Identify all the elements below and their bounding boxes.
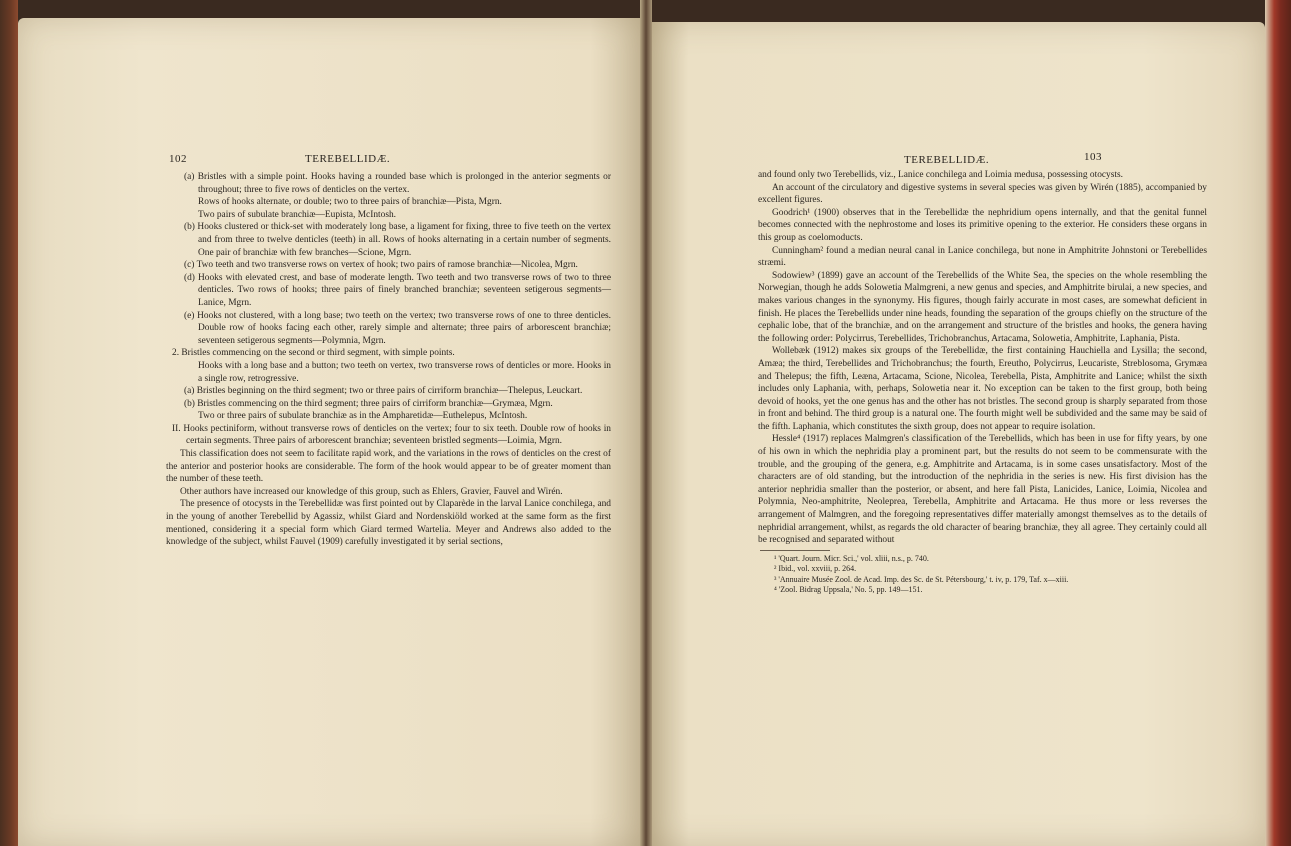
text-line: Two pairs of subulate branchiæ—Eupista, McIntosh.	[198, 209, 397, 220]
footnote: ¹ 'Quart. Journ. Micr. Sci.,' vol. xliii, n.s., p. 740.	[774, 553, 929, 563]
text-line: Rows of hooks alternate, or double; two to three pairs of branchiæ—Pista, Mgrn.	[198, 197, 502, 208]
footnote: ⁴ 'Zool. Bidrag Uppsala,' No. 5, pp. 149—151.	[774, 585, 923, 595]
text-line: Cunningham² found a median neural canal in Lanice conchilega, but none in Amphitrite Johnstoni or Terebellides stræmi.	[758, 245, 1207, 269]
right-page	[652, 22, 1265, 846]
footnote-rule	[760, 550, 830, 551]
text-line: Hessle⁴ (1917) replaces Malmgren's classification of the Terebellids, which has been in use for fifty years, by one of his own in which the nephridia play a prominent part, but the results do not seem to be commensurate with the trouble, and the grouping of the genera, e.g. Amphitrite and Artacama, is in some cases unsatisfactory. Most of the characters are of old standing, but the introduction of the nephridia in the series is new. His first division has the anterior nephridia smaller than the posterior, or absent, and here fall Pista, Lanicides, Lanice, Loimia, Nicolea and Polymnia, Neo-amphitrite, Neoleprea, Terebella, Amphitrite and Artacama. He thus more or less reverses the arrangement of Malmgren, and the foregoing representatives differ materially amongst themselves as to the details of nephridial arrangement, whilst, as regards the old character of bearing branchiæ, they all agree. They certainly could all be recognised and separated without	[758, 434, 1207, 546]
text-line: An account of the circulatory and digestive systems in several species was given by Wirén (1885), accompanied by excellent figures.	[758, 182, 1207, 206]
text-line: 2. Bristles commencing on the second or third segment, with simple points.	[172, 348, 455, 359]
running-head: TEREBELLIDÆ.	[904, 154, 990, 166]
text-column	[758, 169, 1207, 596]
book-gutter	[640, 0, 652, 846]
text-line: (a) Bristles beginning on the third segment; two or three pairs of cirriform branchiæ—Thelepus, Leuckart.	[184, 386, 583, 397]
text-line: Two or three pairs of subulate branchiæ as in the Ampharetidæ—Euthelepus, McIntosh.	[198, 411, 528, 422]
text-line: (a) Bristles with a simple point. Hooks having a rounded base which is prolonged in the anterior segments or throughout; three to five rows of denticles on the vertex.	[184, 172, 611, 195]
text-line: Sodowiew³ (1899) gave an account of the Terebellids of the White Sea, the species on the whole resembling the Norwegian, though he adds Solowetia Malmgreni, a new genus and species, and Amphitrite birulai, a new species, and makes various changes in the synonymy. His figures, though fairly accurate in most cases, are somewhat deficient in finish. He places the Terebellids under nine heads, founding the separation of the groups chiefly on the structure of the cephalic lobe, that of the branchiæ, and on the arrangement and structure of the bristles and hooks, the genera having the following order: Polycirrus, Terebellides, Trichobranchus, Artacama, Solowetia, Amphitrite, Laphania, Pista.	[758, 270, 1207, 344]
text-line: (e) Hooks not clustered, with a long base; two teeth on the vertex; two transverse rows of one to three denticles. Double row of hooks facing each other, rarely simple and alternate; three pairs of arborescent branchiæ; seventeen setigerous segments—Polymnia, Mgrn.	[184, 310, 611, 346]
text-line: (c) Two teeth and two transverse rows on vertex of hook; two pairs of ramose branchiæ—Nicolea, Mgrn.	[184, 260, 578, 271]
text-line: Wollebæk (1912) makes six groups of the Terebellidæ, the first containing Hauchiella and Lysilla; the second, Amæa; the third, Terebellides and Trichobranchus; the fourth, Ereutho, Polycirrus, Leucariste, Streblosoma, Grymæa and Thelepus; the fifth, Leæna, Artacama, Scione, Nicolea, Terebella, Pista, Amphitrite and Lanice; whilst the sixth includes only Laphania, with, perhaps, Solowetia near it. No exception can be taken to the first group, both being devoid of hooks, yet the one genus has and the other has not bristles. The second group is sharply separated from those in front and behind. The third group is a natural one. The fourth might well be subdivided and the same may be said of the fifth. Laphania, which constitutes the sixth group, does not appear to require isolation.	[758, 346, 1207, 432]
text-column	[166, 171, 611, 549]
text-line: (b) Hooks clustered or thick-set with moderately long base, a ligament for fixing, three to five teeth on the vertex and from three to twelve denticles (teeth) in all. Rows of hooks alternating in a certain number of segments. One pair of branchiæ with few branches—Scione, Mgrn.	[184, 222, 611, 258]
footnote: ³ 'Annuaire Musée Zool. de Acad. Imp. des Sc. de St. Pétersbourg,' t. iv, p. 179, Taf. x—xiii.	[774, 574, 1069, 584]
text-line: (b) Bristles commencing on the third segment; three pairs of cirriform branchiæ—Grymæa, Mgrn.	[184, 398, 553, 409]
book-spine-left-edge	[0, 0, 18, 846]
text-line: Hooks with a long base and a button; two teeth on vertex, two transverse rows of denticles or more. Hooks in a single row, retrogressive.	[198, 360, 611, 384]
text-line: and found only two Terebellids, viz., Lanice conchilega and Loimia medusa, possessing otocysts.	[758, 170, 1123, 180]
book-fore-edge-right	[1265, 0, 1291, 846]
page-number: 102	[169, 153, 187, 165]
text-line: II. Hooks pectiniform, without transverse rows of denticles on the vertex; four to six teeth. Double row of hooks in certain segments. Three pairs of arborescent branchiæ; seventeen bristled segments—Loimia, Mgrn.	[172, 423, 611, 447]
left-page	[18, 18, 640, 846]
text-line: This classification does not seem to facilitate rapid work, and the variations in the rows of denticles on the crest of the anterior and posterior hooks are considerable. The form of the hook would appear to be of greater moment than the number of these teeth.	[166, 449, 611, 485]
footnote: ² Ibid., vol. xxviii, p. 264.	[774, 564, 857, 574]
text-line: Other authors have increased our knowledge of this group, such as Ehlers, Gravier, Fauvel and Wirén.	[180, 486, 563, 497]
text-line: The presence of otocysts in the Terebellidæ was first pointed out by Claparède in the larval Lanice conchilega, and in the young of another Terebellid by Agassiz, whilst Giard and Nordenskiöld worked at the same form as the first mentioned, considering it a special form which Giard termed Wartelia. Meyer and Andrews also added to the knowledge of the subject, whilst Fauvel (1909) carefully investigated it by serial sections,	[166, 499, 611, 548]
text-line: (d) Hooks with elevated crest, and base of moderate length. Two teeth and two transverse rows of two to three denticles. Two rows of hooks; three pairs of finely branched branchiæ; seventeen setigerous segments—Lanice, Mgrn.	[184, 272, 611, 308]
running-head: TEREBELLIDÆ.	[305, 153, 391, 165]
text-line: Goodrich¹ (1900) observes that in the Terebellidæ the nephridium opens internally, and that the genital funnel becomes connected with the nephrostome and loses its primitive opening to the exterior. He considers these organs in this group as coelomoducts.	[758, 207, 1207, 243]
page-number: 103	[1084, 151, 1102, 163]
